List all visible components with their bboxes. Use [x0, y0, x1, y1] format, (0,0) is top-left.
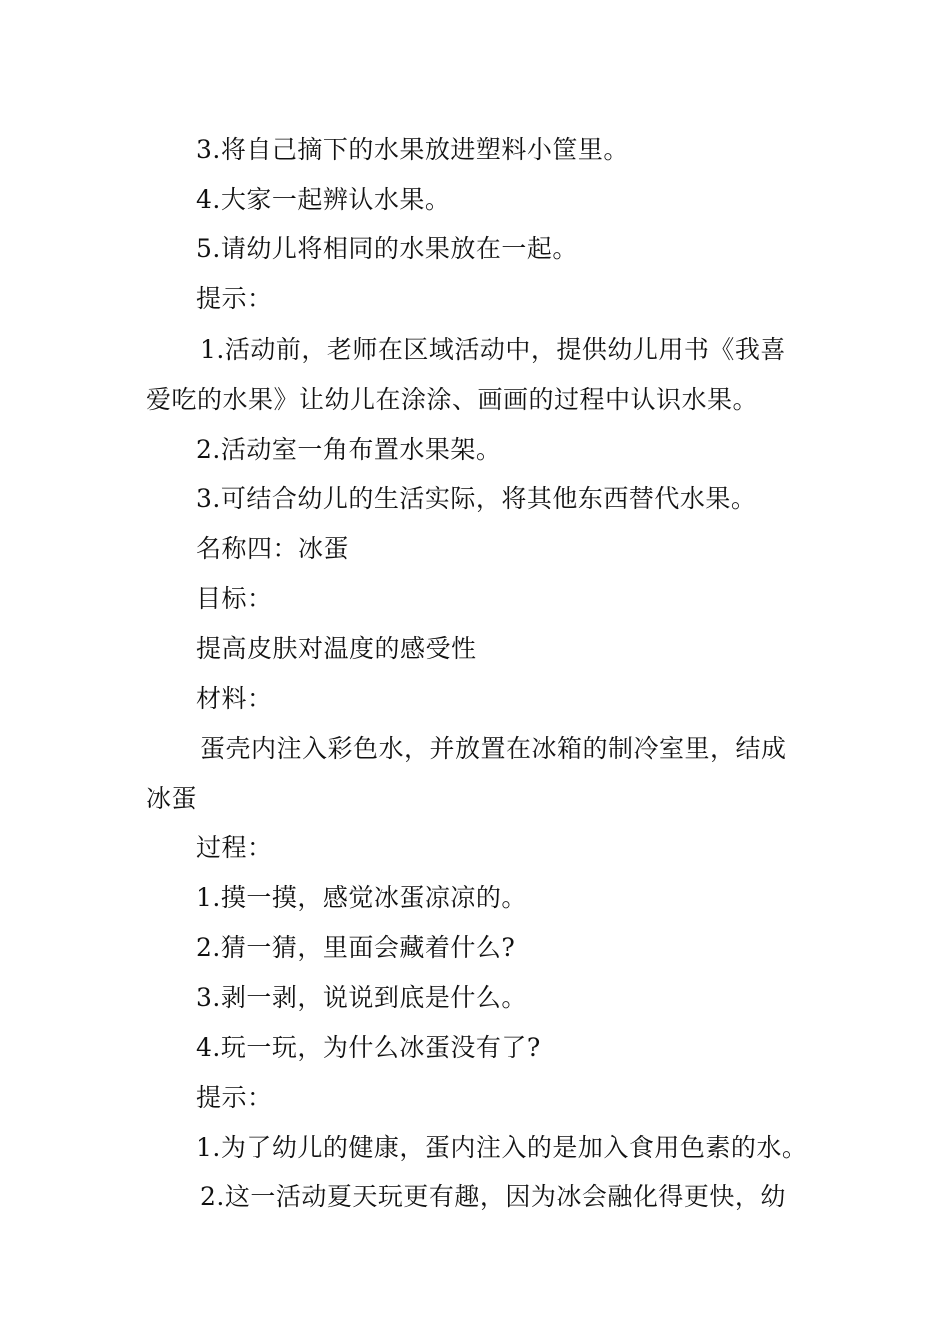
paragraph-line: 提高皮肤对温度的感受性 [196, 634, 477, 663]
paragraph-line: 1.摸一摸，感觉冰蛋凉凉的。 [196, 883, 527, 912]
section-heading: 名称四：冰蛋 [196, 534, 350, 563]
section-label: 材料： [196, 684, 273, 713]
paragraph-line: 2.活动室一角布置水果架。 [196, 435, 502, 464]
section-label: 提示： [196, 1083, 273, 1112]
section-label: 提示： [196, 284, 273, 313]
section-label: 目标： [196, 584, 273, 613]
paragraph-line: 3.剥一剥，说说到底是什么。 [196, 983, 527, 1012]
paragraph-line: 3.将自己摘下的水果放进塑料小筐里。 [196, 135, 629, 164]
paragraph-line: 3.可结合幼儿的生活实际，将其他东西替代水果。 [196, 484, 757, 513]
section-label: 过程： [196, 833, 273, 862]
paragraph-line: 1.活动前，老师在区域活动中，提供幼儿用书《我喜 [200, 335, 786, 364]
paragraph-line: 冰蛋 [146, 784, 198, 813]
paragraph-line: 蛋壳内注入彩色水，并放置在冰箱的制冷室里，结成 [200, 734, 787, 763]
paragraph-line: 4.大家一起辨认水果。 [196, 185, 451, 214]
paragraph-line: 2.猜一猜，里面会藏着什么? [196, 933, 516, 962]
paragraph-line: 爱吃的水果》让幼儿在涂涂、画画的过程中认识水果。 [146, 385, 759, 414]
paragraph-line: 1.为了幼儿的健康，蛋内注入的是加入食用色素的水。 [196, 1133, 808, 1162]
paragraph-line: 2.这一活动夏天玩更有趣，因为冰会融化得更快，幼 [200, 1182, 786, 1211]
paragraph-line: 4.玩一玩，为什么冰蛋没有了? [196, 1033, 541, 1062]
paragraph-line: 5.请幼儿将相同的水果放在一起。 [196, 234, 578, 263]
